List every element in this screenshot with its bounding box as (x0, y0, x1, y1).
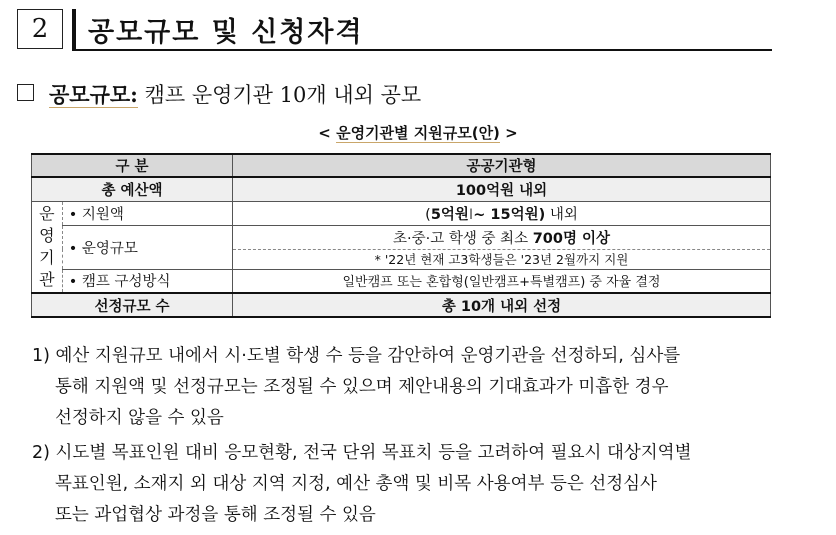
subsection-lead: 공모규모: (49, 82, 138, 107)
table-row-support-amount (32, 201, 771, 225)
caption-prefix: < (318, 124, 337, 142)
header-col-category: 구 분 (32, 154, 233, 177)
budget-label: 총 예산액 (32, 177, 233, 201)
table-caption (0, 122, 836, 143)
support-amount-value (233, 201, 771, 225)
group-label-text: 운 영 기 관 (39, 203, 55, 289)
subsection-text: 캠프 운영기관 10개 내외 공모 (137, 83, 422, 107)
note-1-line-2: 통해 지원액 및 선정규모는 조정될 수 있으며 제안내용의 기대효과가 미흡한 경우 (55, 377, 669, 397)
support-amount-min: 5억원 (430, 206, 469, 223)
section-number: 2 (31, 14, 49, 44)
budget-value: 100억원 내외 (233, 177, 771, 201)
section-title-underline (72, 49, 772, 51)
table-row-selection (32, 293, 771, 317)
support-amount-max: ~ 15억원) (473, 206, 546, 223)
support-amount-label: • 지원액 (62, 201, 232, 225)
operation-scale-value (233, 225, 771, 249)
table-header-row (32, 154, 771, 177)
text-cursor-icon: I (468, 206, 474, 223)
table-row-operation-scale (32, 225, 771, 249)
note-2-line-3: 또는 과업협상 과정을 통해 조정될 수 있음 (55, 505, 376, 525)
section-title-bar (72, 9, 76, 51)
note-2 (32, 438, 782, 531)
operation-scale-label: • 운영규모 (62, 225, 232, 269)
support-amount-prefix: ( (425, 206, 431, 223)
caption-suffix: > (499, 124, 518, 142)
group-label-operator (32, 201, 63, 293)
note-2-line-2: 목표인원, 소재지 외 대상 지역 지정, 예산 총액 및 비목 사용여부 등은 선정심사 (55, 474, 657, 494)
operation-scale-minimum: 700명 이상 (532, 230, 611, 247)
support-amount-suffix: 내외 (545, 206, 578, 223)
section-title: 공모규모 및 신청자격 (88, 17, 364, 48)
camp-composition-value: 일반캠프 또는 혼합형(일반캠프+특별캠프) 중 자율 결정 (233, 269, 771, 293)
selection-label: 선정규모 수 (32, 293, 233, 317)
camp-composition-label: • 캠프 구성방식 (62, 269, 232, 293)
note-2-line-1: 2) 시도별 목표인원 대비 응모현황, 전국 단위 목표치 등을 고려하여 필요시 대상지역별 (32, 443, 692, 463)
support-scale-table (31, 153, 771, 318)
operation-scale-note: * '22년 현재 고3학생들은 '23년 2월까지 지원 (233, 249, 771, 269)
section-number-box (17, 9, 63, 49)
note-1 (32, 341, 782, 434)
table-row-camp-composition (32, 269, 771, 293)
caption-body: 운영기관별 지원규모(안) (336, 124, 500, 142)
operation-scale-text: 초·중·고 학생 중 최소 (392, 230, 533, 247)
table-row-budget (32, 177, 771, 201)
checkbox-square-icon (17, 84, 34, 101)
note-1-line-1: 1) 예산 지원규모 내에서 시·도별 학생 수 등을 감안하여 운영기관을 선정하되, 심사를 (32, 346, 681, 366)
note-1-line-3: 선정하지 않을 수 있음 (55, 408, 224, 428)
header-col-public-institution: 공공기관형 (233, 154, 771, 177)
selection-value: 총 10개 내외 선정 (233, 293, 771, 317)
subsection-heading (49, 79, 421, 109)
